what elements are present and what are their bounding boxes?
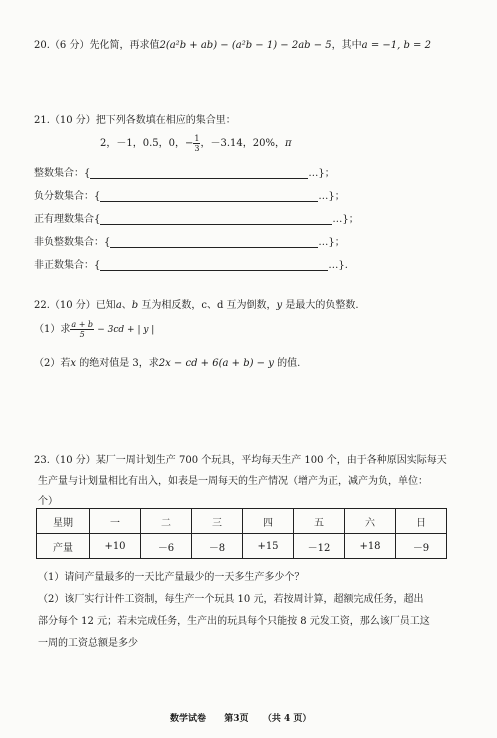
q22-points: （10 分）: [49, 300, 96, 311]
q23-part1: （1）请问产量最多的一天比产量最少的一天多生产多少个？: [38, 572, 305, 583]
q22-part1-den: 5: [79, 330, 85, 339]
table-cell: 日: [396, 509, 447, 534]
table-cell: 四: [243, 509, 294, 534]
q22-part1-num: a + b: [71, 320, 94, 329]
page-footer: [170, 711, 311, 724]
q23-part2-line2: 部分每个 12 元；若未完成任务，生产出的玩具每个只能按 8 元发工资，那么该厂员工这: [38, 616, 430, 627]
set-label: 非负整数集合：{: [34, 237, 111, 248]
table-cell: +18: [345, 534, 396, 559]
answer-blank[interactable]: [100, 224, 332, 225]
set-end: …}；: [332, 214, 359, 225]
q22-var-b: b: [131, 300, 139, 311]
q21-number: 21.: [34, 115, 50, 126]
q23-part2-line3: 一周的工资总额是多少: [38, 638, 138, 649]
q22-part2-end: 的值.: [273, 358, 301, 369]
q22-var-y: y: [276, 300, 283, 311]
q23-part2-line1: （2）该厂实行计件工资制，每生产一个玩具 10 元，若按周计算，超额完成任务，超出: [38, 594, 424, 605]
q22-text-c: 是最大的负整数.: [282, 300, 359, 311]
q22-part1: [34, 320, 154, 339]
set-label: 正有理数集合{: [34, 214, 101, 225]
set-label: 非正数集合：{: [34, 260, 101, 271]
q22-part1-rest: − 3cd + | y |: [97, 325, 155, 335]
set-label: 整数集合：{: [34, 168, 91, 179]
table-cell: －6: [141, 534, 192, 559]
table-cell: +15: [243, 534, 294, 559]
q21-numbers: [100, 134, 292, 153]
table-cell: 三: [192, 509, 243, 534]
q21-text: 把下列各数填在相应的集合里：: [95, 115, 236, 126]
q22-part2-x: x: [70, 358, 77, 369]
q21-set-negative-fraction: [34, 187, 345, 202]
production-table: [36, 508, 447, 559]
q21-set-nonpositive: [34, 256, 348, 271]
table-cell: 产量: [37, 534, 90, 559]
answer-blank[interactable]: [100, 201, 318, 202]
table-cell: －8: [192, 534, 243, 559]
q21-set-nonnegative-integer: [34, 233, 345, 248]
q22-part2-text: 的绝对值是 3，求: [76, 358, 159, 369]
q21-pi: π: [284, 138, 292, 149]
table-row-output: [37, 534, 447, 559]
q21-set-integer: [34, 164, 335, 179]
q22-part1-label: （1）求: [34, 324, 71, 335]
q22-sep: 、: [121, 300, 132, 311]
q23-line3: 个）: [38, 496, 58, 507]
set-label: 负分数集合：{: [34, 191, 101, 202]
q22-part2-expr: 2x − cd + 6(a + b) − y: [158, 358, 274, 369]
q22-number: 22.: [34, 300, 50, 311]
q22-part2-label: （2）若: [34, 358, 71, 369]
footer-subject: 数学试卷: [170, 714, 207, 724]
set-end: …}；: [318, 237, 345, 248]
table-cell: 五: [294, 509, 345, 534]
q21-frac-den: 3: [194, 144, 200, 153]
q20-text: 先化简，再求值: [89, 40, 160, 51]
table-cell: －9: [396, 534, 447, 559]
q21-points: （10 分）: [49, 115, 96, 126]
q22-title: [34, 296, 359, 311]
answer-blank[interactable]: [100, 270, 328, 271]
q23-line1-text: 某厂一周计划生产 700 个玩具，平均每天生产 100 个，由于各种原因实际每天: [95, 455, 447, 466]
q23-points: （10 分）: [49, 455, 96, 466]
set-end: …}.: [328, 260, 348, 271]
q22-text-b: 互为相反数，c、d 互为倒数，: [138, 300, 277, 311]
table-cell: 星期: [37, 509, 90, 534]
table-cell: －12: [294, 534, 345, 559]
q20-expression: 2(a²b + ab) − (a²b − 1) − 2ab − 5: [159, 40, 332, 51]
table-cell: 一: [90, 509, 141, 534]
table-cell: 二: [141, 509, 192, 534]
q23-line1: [34, 451, 447, 466]
q22-var-a: a: [115, 300, 122, 311]
answer-blank[interactable]: [90, 178, 308, 179]
q20-where: ，其中: [331, 40, 362, 51]
footer-page: 第3页: [224, 714, 249, 724]
footer-total: （共 4 页）: [262, 714, 312, 724]
q22-part2: [34, 354, 300, 369]
table-row-header: [37, 509, 447, 534]
set-end: …}；: [318, 191, 345, 202]
q22-text-a: 已知: [95, 300, 116, 311]
q21-numbers-after: ，－3.14，20%，: [200, 138, 285, 149]
q22-part1-fraction: [70, 320, 94, 339]
q21-frac-num: 1: [194, 134, 200, 143]
q20-points: （6 分）: [49, 40, 90, 51]
q21-set-positive-rational: [34, 210, 359, 225]
set-end: …}；: [308, 168, 335, 179]
answer-blank[interactable]: [110, 247, 318, 248]
q23-line2: 生产量与计划量相比有出入，如表是一周每天的生产情况（增产为正，减产为负，单位：: [38, 476, 428, 487]
q21-title: [34, 111, 236, 126]
q20-values: a = −1, b = 2: [361, 40, 431, 51]
q23-number: 23.: [34, 455, 50, 466]
q21-numbers-before: 2，－1，0.5，0，−: [100, 138, 194, 149]
q20-line: [34, 36, 431, 51]
q20-number: 20.: [34, 40, 50, 51]
table-cell: 六: [345, 509, 396, 534]
table-cell: +10: [90, 534, 141, 559]
